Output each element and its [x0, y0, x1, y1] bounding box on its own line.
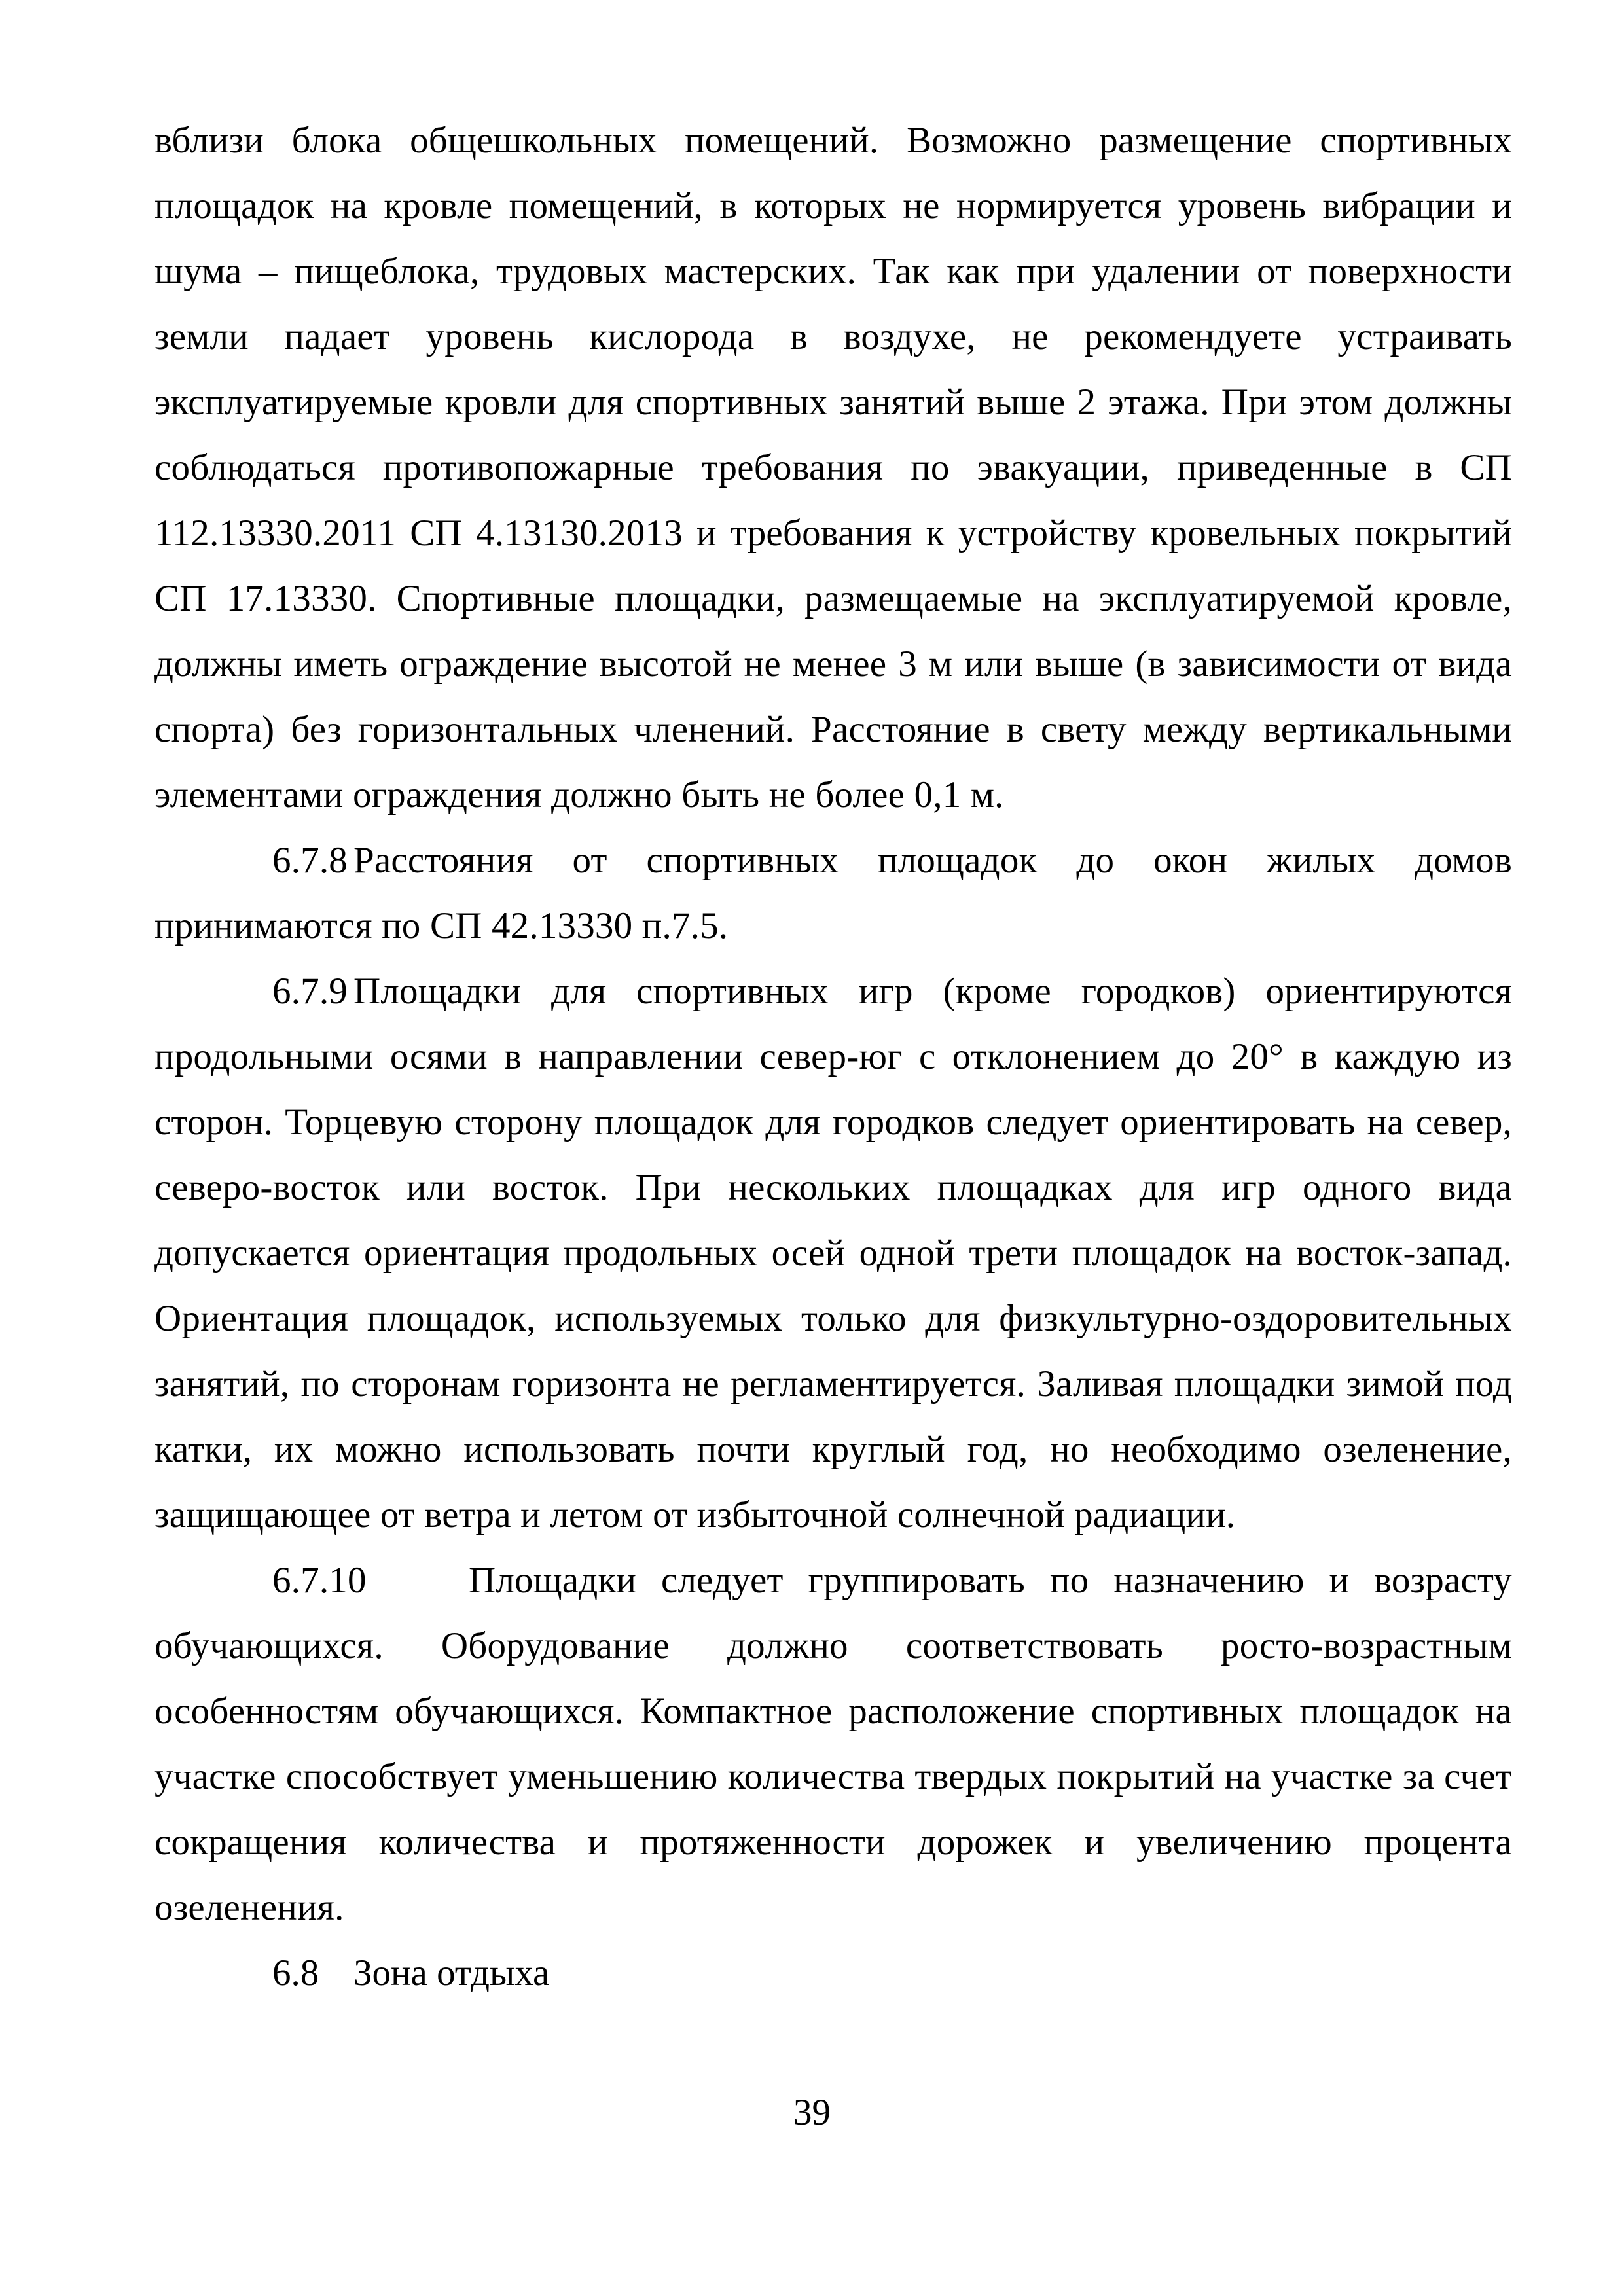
section-number: 6.7.8 — [272, 840, 348, 881]
section-text: Площадки для спортивных игр (кроме городков) ориентируются продольными осями в направлении север-юг с отклонением до 20° в каждую из сторон. Торцевую сторону площадок для городков следует ориентировать на север, северо-восток или восток. При нескольких площадках для игр одного вида допускается ориентация продольных осей одной трети площадок на восток-запад. Ориентация площадок, используемых только для физкультурно-оздоровительных занятий, по сторонам горизонта не регламентируется. Заливая площадки зимой под катки, их можно использовать почти круглый год, но необходимо озеленение, защищающее от ветра и летом от избыточной солнечной радиации. — [154, 971, 1512, 1535]
section-6-7-9 — [154, 959, 1512, 1548]
section-6-7-8 — [154, 828, 1512, 959]
body-text — [154, 108, 1512, 2006]
section-text: Площадки следует группировать по назначению и возрасту обучающихся. Оборудование должно соответствовать росто-возрастным особенностям обучающихся. Компактное расположение спортивных площадок на участке способствует уменьшению количества твердых покрытий на участке за счет сокращения количества и протяженности дорожек и увеличению процента озеленения. — [154, 1560, 1512, 1928]
heading-number: 6.8 — [272, 1952, 319, 1994]
section-6-7-10 — [154, 1548, 1512, 1941]
section-number: 6.7.10 — [272, 1560, 367, 1601]
section-heading-6-8 — [154, 1941, 1512, 2006]
section-number: 6.7.9 — [272, 971, 348, 1012]
heading-title: Зона отдыха — [353, 1952, 550, 1994]
page-number: 39 — [793, 2092, 831, 2133]
section-text: Расстояния от спортивных площадок до окон жилых домов принимаются по СП 42.13330 п.7.5. — [154, 840, 1512, 946]
continuation-paragraph: вблизи блока общешкольных помещений. Возможно размещение спортивных площадок на кровле помещений, в которых не нормируется уровень вибрации и шума – пищеблока, трудовых мастерских. Так как при удалении от поверхности земли падает уровень кислорода в воздухе, не рекомендуете устраивать эксплуатируемые кровли для спортивных занятий выше 2 этажа. При этом должны соблюдаться противопожарные требования по эвакуации, приведенные в СП 112.13330.2011 СП 4.13130.2013 и требования к устройству кровельных покрытий СП 17.13330. Спортивные площадки, размещаемые на эксплуатируемой кровле, должны иметь ограждение высотой не менее 3 м или выше (в зависимости от вида спорта) без горизонтальных членений. Расстояние в свету между вертикальными элементами ограждения должно быть не более 0,1 м. — [154, 120, 1512, 816]
